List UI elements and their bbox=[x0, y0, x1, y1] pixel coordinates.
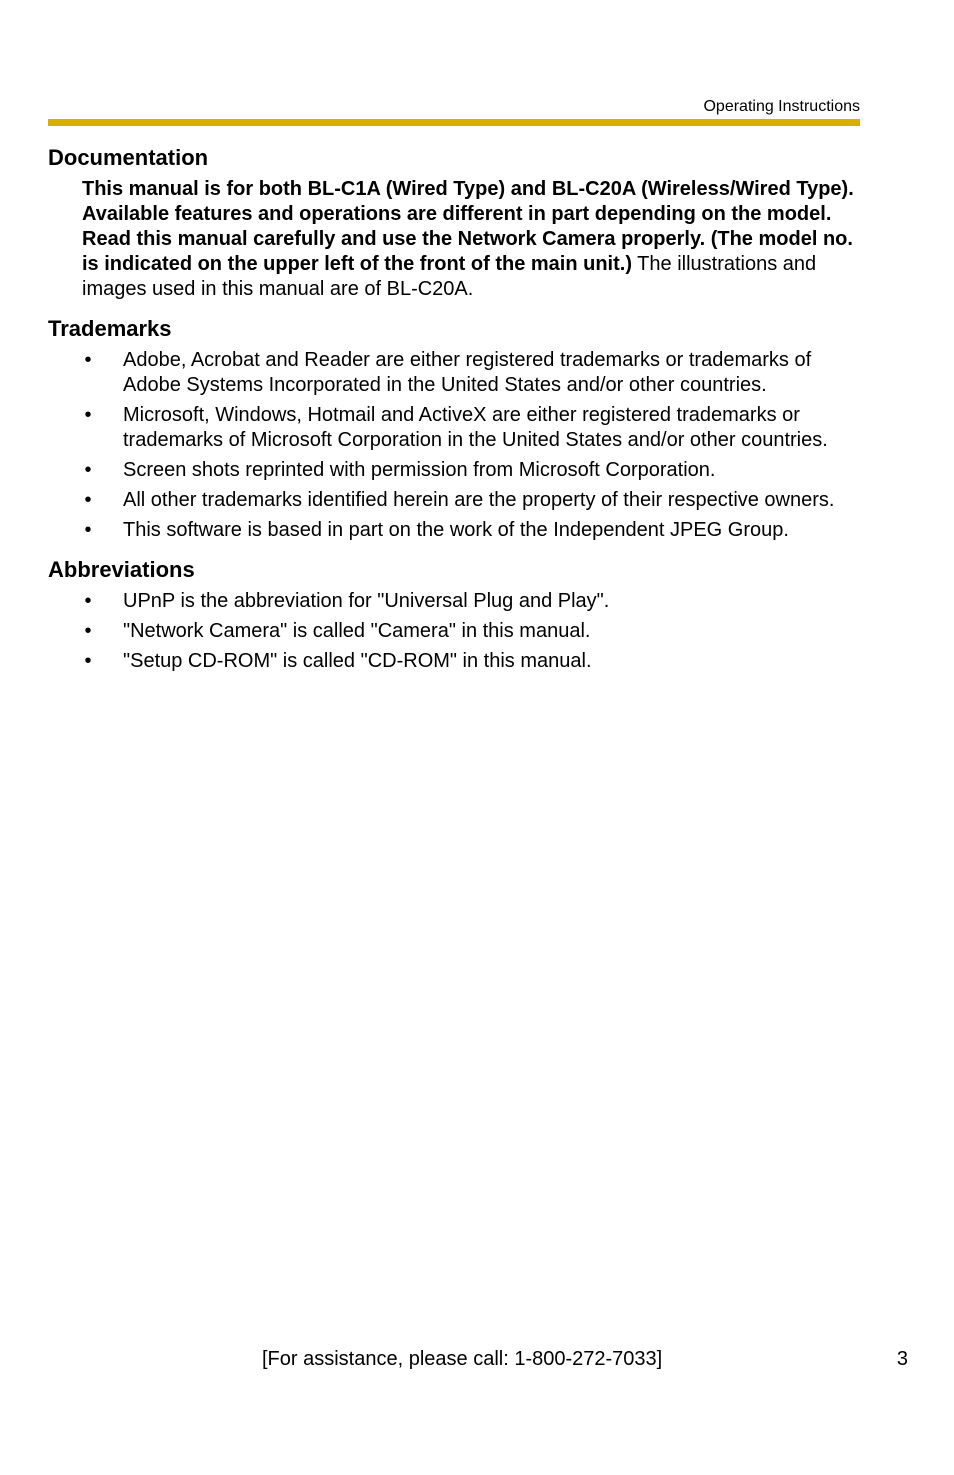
header-rule bbox=[48, 119, 860, 126]
bullet-icon: • bbox=[84, 349, 92, 371]
list-item bbox=[48, 348, 860, 398]
list-item bbox=[48, 589, 860, 614]
abbreviations-list bbox=[48, 589, 860, 674]
documentation-bold-text: This manual is for both BL-C1A (Wired Type) and BL-C20A (Wireless/Wired Type). Available features and operations are different in part depending on the model. Read this manual carefully and use the Network Camera properly. (The model no. is indicated on the upper left of the front of the main unit.) bbox=[82, 178, 854, 275]
list-item-text: This software is based in part on the work of the Independent JPEG Group. bbox=[123, 519, 789, 541]
bullet-icon: • bbox=[84, 404, 92, 426]
bullet-icon: • bbox=[84, 620, 92, 642]
list-item-text: Adobe, Acrobat and Reader are either registered trademarks or trademarks of Adobe Systems Incorporated in the United States and/or other countries. bbox=[123, 349, 812, 396]
list-item bbox=[48, 488, 860, 513]
list-item bbox=[48, 403, 860, 453]
abbreviations-heading: Abbreviations bbox=[48, 557, 195, 582]
running-header: Operating Instructions bbox=[703, 98, 860, 115]
list-item bbox=[48, 649, 860, 674]
bullet-icon: • bbox=[84, 650, 92, 672]
list-item-text: Screen shots reprinted with permission from Microsoft Corporation. bbox=[123, 459, 716, 481]
bullet-icon: • bbox=[84, 459, 92, 481]
documentation-normal-text: The illustrations and images used in this manual are of BL-C20A. bbox=[82, 253, 817, 300]
list-item-text: "Network Camera" is called "Camera" in this manual. bbox=[123, 620, 591, 642]
list-item-text: UPnP is the abbreviation for "Universal Plug and Play". bbox=[123, 590, 610, 612]
documentation-heading: Documentation bbox=[48, 145, 209, 170]
trademarks-heading: Trademarks bbox=[48, 316, 172, 341]
list-item-text: "Setup CD-ROM" is called "CD-ROM" in this manual. bbox=[123, 650, 592, 672]
bullet-icon: • bbox=[84, 590, 92, 612]
list-item bbox=[48, 458, 860, 483]
page-number: 3 bbox=[896, 1348, 908, 1370]
bullet-icon: • bbox=[84, 489, 92, 511]
list-item bbox=[48, 619, 860, 644]
list-item-text: All other trademarks identified herein are the property of their respective owners. bbox=[123, 489, 835, 511]
footer-assistance: [For assistance, please call: 1-800-272-7033] bbox=[262, 1348, 663, 1370]
bullet-icon: • bbox=[84, 519, 92, 541]
page-content bbox=[48, 145, 860, 688]
trademarks-list bbox=[48, 348, 860, 543]
documentation-paragraph bbox=[82, 177, 860, 302]
list-item bbox=[48, 518, 860, 543]
list-item-text: Microsoft, Windows, Hotmail and ActiveX are either registered trademarks or trademarks of Microsoft Corporation in the United States and/or other countries. bbox=[123, 404, 828, 451]
